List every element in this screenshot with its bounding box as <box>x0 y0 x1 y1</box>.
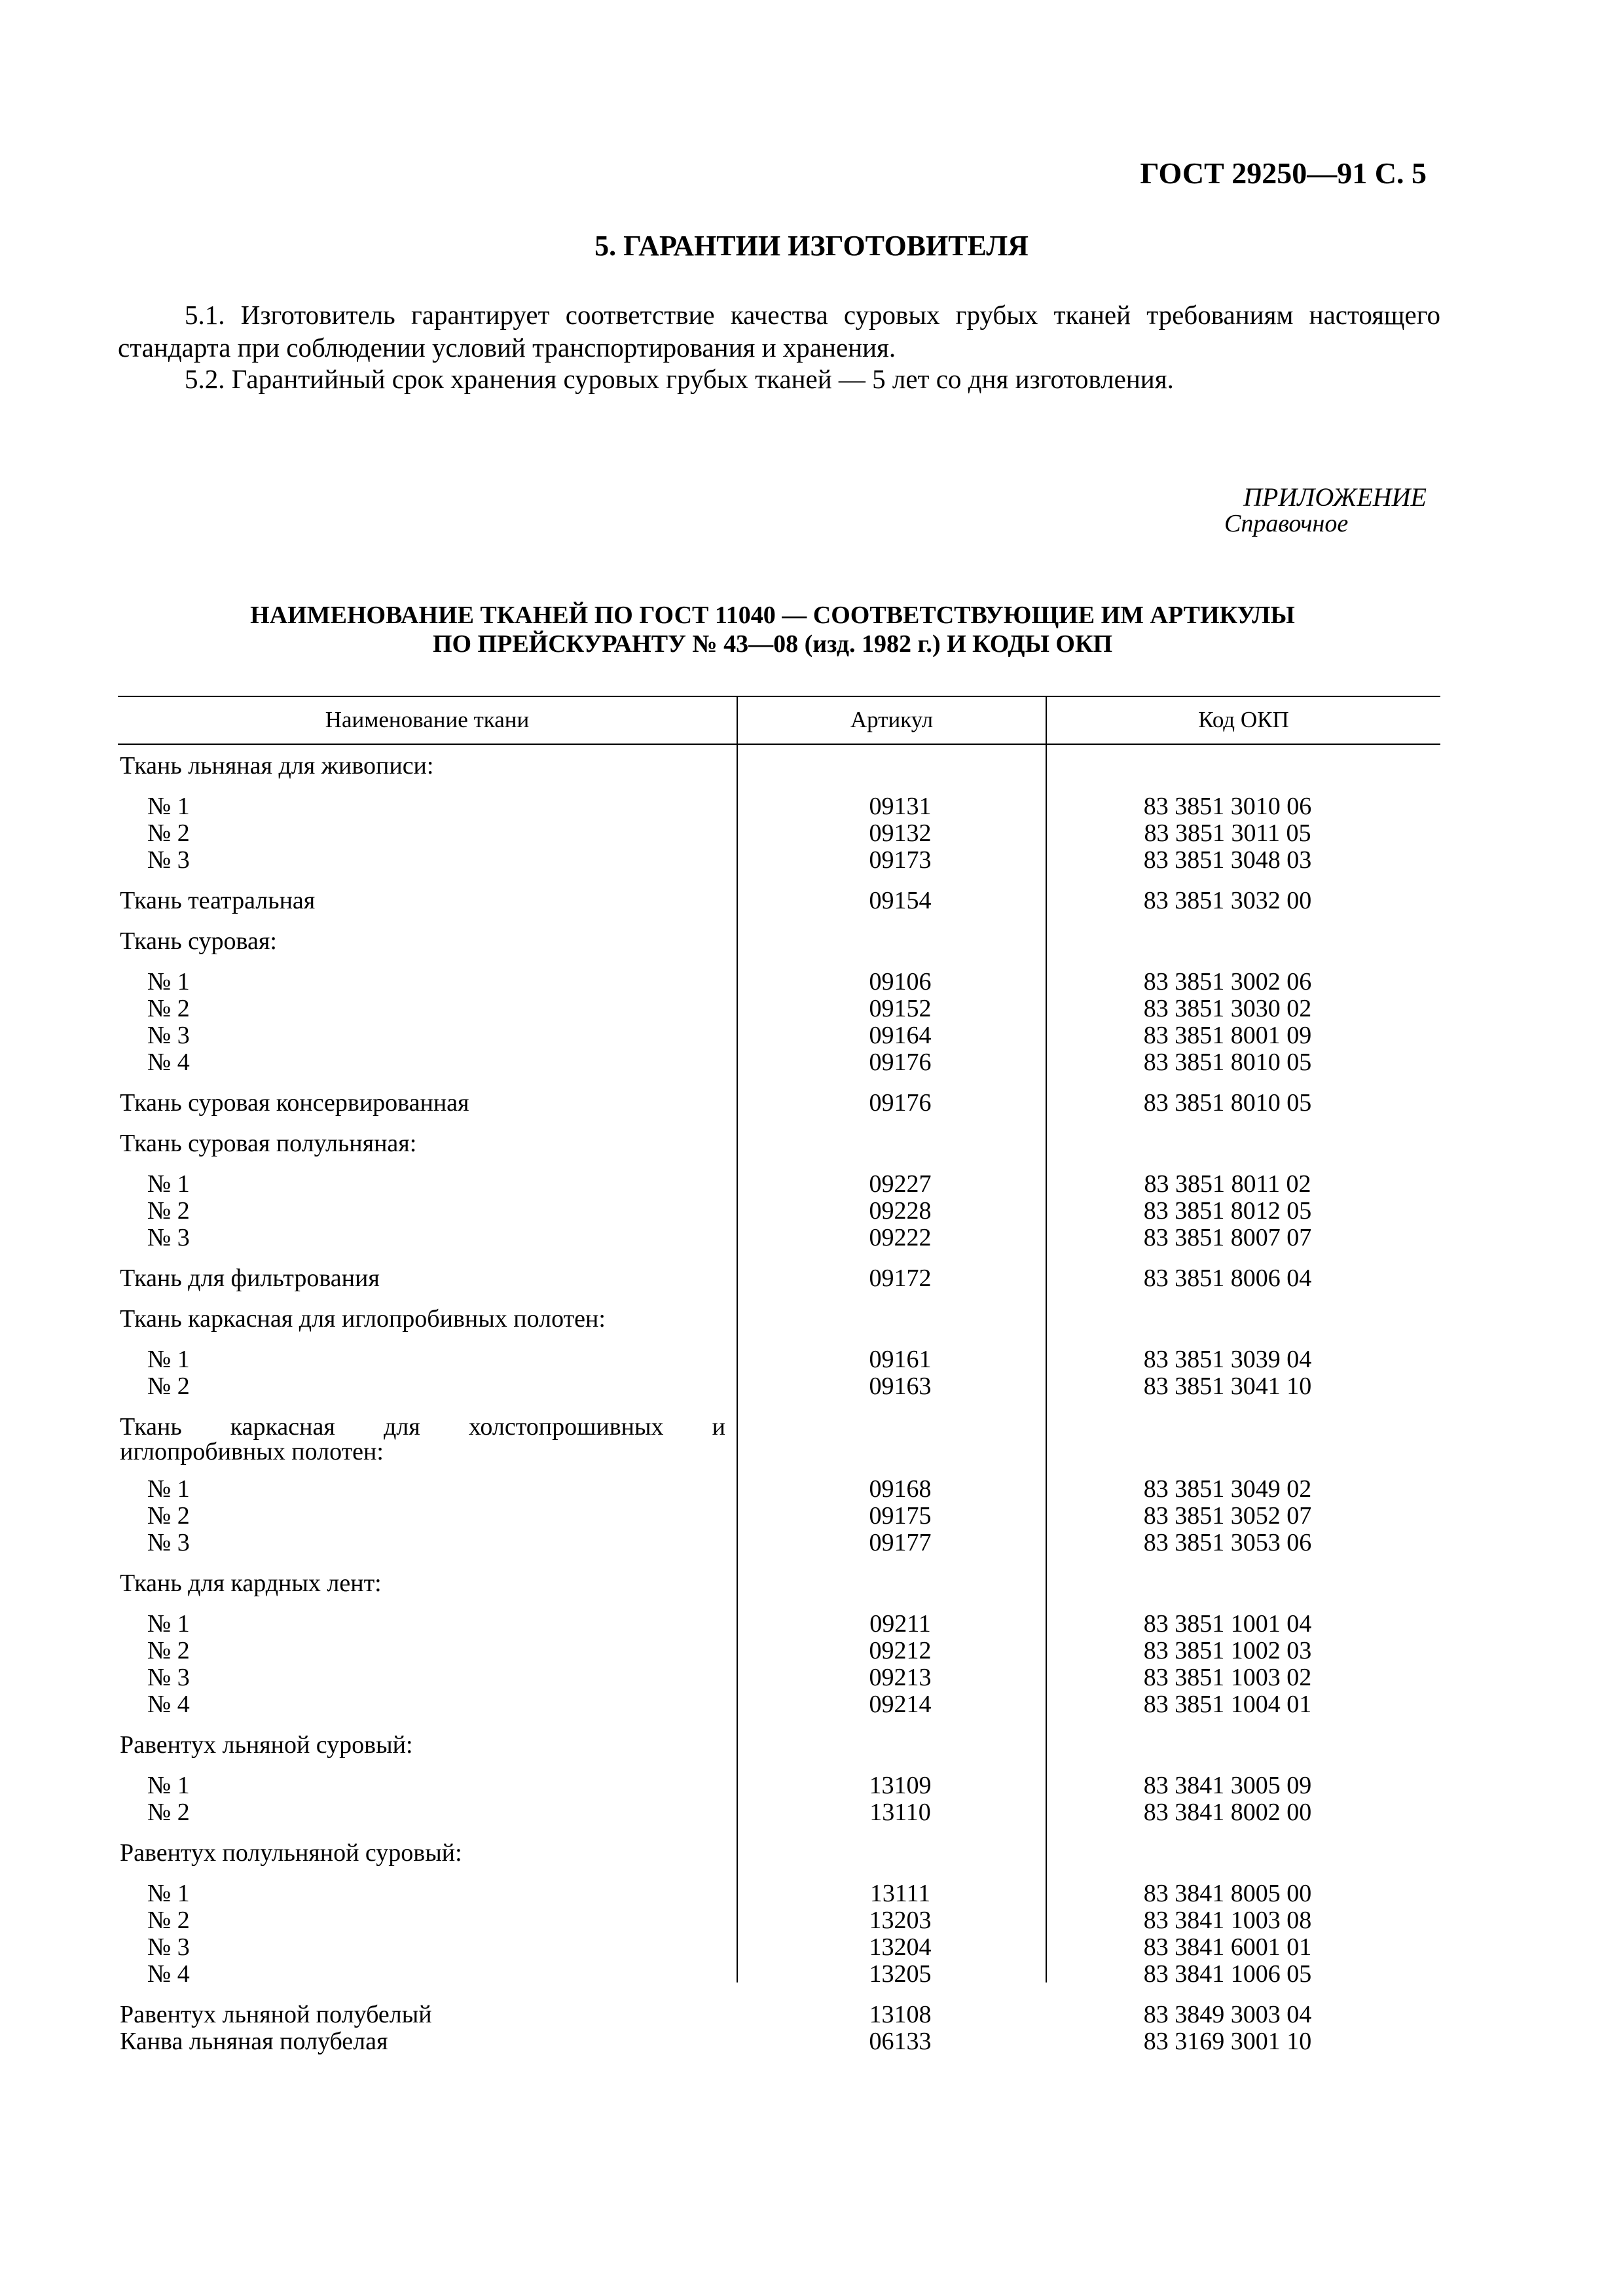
column-header-article: Артикул <box>850 707 934 732</box>
cell-okp-code: 83 3851 3041 10 <box>1143 1372 1312 1400</box>
table-top-rule <box>118 696 1440 697</box>
cell-name: № 2 <box>147 819 190 847</box>
cell-name: № 3 <box>147 1933 190 1961</box>
cell-okp-code: 83 3851 3049 02 <box>1143 1475 1312 1503</box>
cell-name-word: Ткань <box>120 1413 182 1441</box>
cell-name: Равентух льняной суровый: <box>120 1731 413 1759</box>
cell-okp-code: 83 3851 3052 07 <box>1143 1502 1312 1530</box>
cell-name-word: для <box>383 1413 420 1441</box>
cell-article: 09168 <box>869 1475 932 1503</box>
column-divider-2 <box>1046 696 1047 1982</box>
cell-name: № 1 <box>147 1772 190 1799</box>
cell-article: 09132 <box>869 819 932 847</box>
cell-name: № 2 <box>147 1197 190 1225</box>
cell-name-word: каркасная <box>230 1413 335 1441</box>
cell-okp-code: 83 3851 1001 04 <box>1143 1610 1312 1638</box>
cell-article: 13111 <box>869 1880 931 1907</box>
cell-okp-code: 83 3851 8006 04 <box>1143 1265 1312 1292</box>
cell-name: Равентух льняной полубелый <box>120 2001 432 2028</box>
cell-name: № 2 <box>147 1637 190 1664</box>
column-header-name: Наименование ткани <box>325 707 530 732</box>
cell-name: иглопробивных полотен: <box>120 1438 384 1465</box>
page-header: ГОСТ 29250—91 С. 5 <box>1140 156 1427 190</box>
table-header-rule <box>118 744 1440 745</box>
cell-okp-code: 83 3851 1004 01 <box>1143 1691 1312 1718</box>
column-header-okp-code: Код ОКП <box>1198 707 1289 732</box>
table-title <box>0 601 1545 658</box>
cell-article: 13204 <box>869 1933 932 1961</box>
cell-article: 09214 <box>869 1691 932 1718</box>
section-title: 5. ГАРАНТИИ ИЗГОТОВИТЕЛЯ <box>594 230 1029 262</box>
cell-article: 09228 <box>869 1197 932 1225</box>
cell-okp-code: 83 3841 8005 00 <box>1143 1880 1312 1907</box>
cell-name: № 3 <box>147 1664 190 1691</box>
cell-okp-code: 83 3851 1003 02 <box>1143 1664 1312 1691</box>
cell-name: Ткань суровая полульняная: <box>120 1130 417 1157</box>
cell-okp-code: 83 3851 3002 06 <box>1143 968 1312 996</box>
column-divider-1 <box>737 696 738 1982</box>
cell-name: № 2 <box>147 1799 190 1826</box>
cell-okp-code: 83 3841 8002 00 <box>1143 1799 1312 1826</box>
paragraph-5-2: 5.2. Гарантийный срок хранения суровых грубых тканей — 5 лет со дня изготовления. <box>185 364 1174 394</box>
appendix-subtitle: Справочное <box>1224 510 1349 537</box>
cell-okp-code: 83 3849 3003 04 <box>1143 2001 1312 2028</box>
cell-article: 13203 <box>869 1907 932 1934</box>
cell-name-word: и <box>712 1413 725 1441</box>
cell-name: № 1 <box>147 1346 190 1373</box>
cell-article: 09222 <box>869 1224 932 1251</box>
cell-okp-code: 83 3851 8007 07 <box>1143 1224 1312 1251</box>
cell-name: Ткань льняная для живописи: <box>120 752 434 780</box>
cell-name: № 1 <box>147 1610 190 1638</box>
cell-article: 09154 <box>869 887 932 914</box>
cell-okp-code: 83 3851 1002 03 <box>1143 1637 1312 1664</box>
cell-name: № 3 <box>147 1529 190 1556</box>
cell-name: № 2 <box>147 1907 190 1934</box>
cell-okp-code: 83 3851 8010 05 <box>1143 1049 1312 1076</box>
cell-name: Ткань для фильтрования <box>120 1265 380 1292</box>
cell-okp-code: 83 3851 8001 09 <box>1143 1022 1312 1049</box>
cell-okp-code: 83 3851 8012 05 <box>1143 1197 1312 1225</box>
paragraph-5-1: 5.1. Изготовитель гарантирует соответствие качества суровых грубых тканей требованиям настоящего стандарта при соблюдении условий транспортирования и хранения. <box>118 300 1440 363</box>
cell-okp-code: 83 3851 3053 06 <box>1143 1529 1312 1556</box>
cell-article: 09131 <box>869 793 932 820</box>
cell-article: 09173 <box>869 846 932 874</box>
cell-article: 09152 <box>869 995 932 1022</box>
cell-name: № 3 <box>147 1022 190 1049</box>
cell-okp-code: 83 3851 3010 06 <box>1143 793 1312 820</box>
cell-name-word: холстопрошивных <box>468 1413 664 1441</box>
cell-okp-code: 83 3851 8011 02 <box>1144 1170 1311 1198</box>
cell-article: 09176 <box>869 1049 932 1076</box>
cell-name: Ткань театральная <box>120 887 316 914</box>
cell-name: № 3 <box>147 1224 190 1251</box>
cell-article: 09163 <box>869 1372 932 1400</box>
cell-name: № 2 <box>147 995 190 1022</box>
cell-okp-code: 83 3851 3032 00 <box>1143 887 1312 914</box>
cell-name: № 2 <box>147 1502 190 1530</box>
cell-name <box>120 1414 725 1440</box>
cell-name: Ткань каркасная для иглопробивных полотен: <box>120 1305 606 1333</box>
cell-name: № 4 <box>147 1691 190 1718</box>
cell-article: 09213 <box>869 1664 932 1691</box>
table-title-line-1: НАИМЕНОВАНИЕ ТКАНЕЙ ПО ГОСТ 11040 — СООТВЕТСТВУЮЩИЕ ИМ АРТИКУЛЫ <box>250 601 1295 629</box>
cell-name: Ткань для кардных лент: <box>120 1570 382 1597</box>
cell-name: № 1 <box>147 793 190 820</box>
cell-article: 13108 <box>869 2001 932 2028</box>
cell-okp-code: 83 3841 1003 08 <box>1143 1907 1312 1934</box>
cell-article: 09227 <box>869 1170 932 1198</box>
cell-article: 09161 <box>869 1346 932 1373</box>
cell-okp-code: 83 3851 3039 04 <box>1143 1346 1312 1373</box>
cell-okp-code: 83 3851 3048 03 <box>1143 846 1312 874</box>
cell-okp-code: 83 3841 3005 09 <box>1143 1772 1312 1799</box>
cell-article: 09177 <box>869 1529 932 1556</box>
cell-article: 09176 <box>869 1089 932 1117</box>
cell-article: 09211 <box>869 1610 931 1638</box>
cell-name: № 1 <box>147 1880 190 1907</box>
cell-name: Канва льняная полубелая <box>120 2028 388 2055</box>
cell-name: № 2 <box>147 1372 190 1400</box>
cell-name: Ткань суровая: <box>120 927 277 955</box>
cell-okp-code: 83 3841 6001 01 <box>1143 1933 1312 1961</box>
cell-article: 09172 <box>869 1265 932 1292</box>
cell-article: 13110 <box>869 1799 931 1826</box>
cell-article: 09175 <box>869 1502 932 1530</box>
cell-name: № 1 <box>147 1170 190 1198</box>
cell-name: № 4 <box>147 1960 190 1988</box>
table-title-line-2: ПО ПРЕЙСКУРАНТУ № 43—08 (изд. 1982 г.) И КОДЫ ОКП <box>432 630 1113 658</box>
cell-name: № 1 <box>147 968 190 996</box>
cell-article: 06133 <box>869 2028 932 2055</box>
cell-article: 09164 <box>869 1022 932 1049</box>
cell-article: 13205 <box>869 1960 932 1988</box>
cell-article: 13109 <box>869 1772 932 1799</box>
cell-okp-code: 83 3841 1006 05 <box>1143 1960 1312 1988</box>
cell-okp-code: 83 3851 3030 02 <box>1143 995 1312 1022</box>
cell-okp-code: 83 3851 8010 05 <box>1143 1089 1312 1117</box>
cell-name: № 1 <box>147 1475 190 1503</box>
cell-name: Равентух полульняной суровый: <box>120 1839 462 1867</box>
appendix-label: ПРИЛОЖЕНИЕ <box>1243 482 1427 512</box>
cell-article: 09212 <box>869 1637 932 1664</box>
cell-okp-code: 83 3169 3001 10 <box>1143 2028 1312 2055</box>
cell-name: № 3 <box>147 846 190 874</box>
cell-okp-code: 83 3851 3011 05 <box>1144 819 1311 847</box>
cell-name: № 4 <box>147 1049 190 1076</box>
cell-article: 09106 <box>869 968 932 996</box>
cell-name: Ткань суровая консервированная <box>120 1089 469 1117</box>
